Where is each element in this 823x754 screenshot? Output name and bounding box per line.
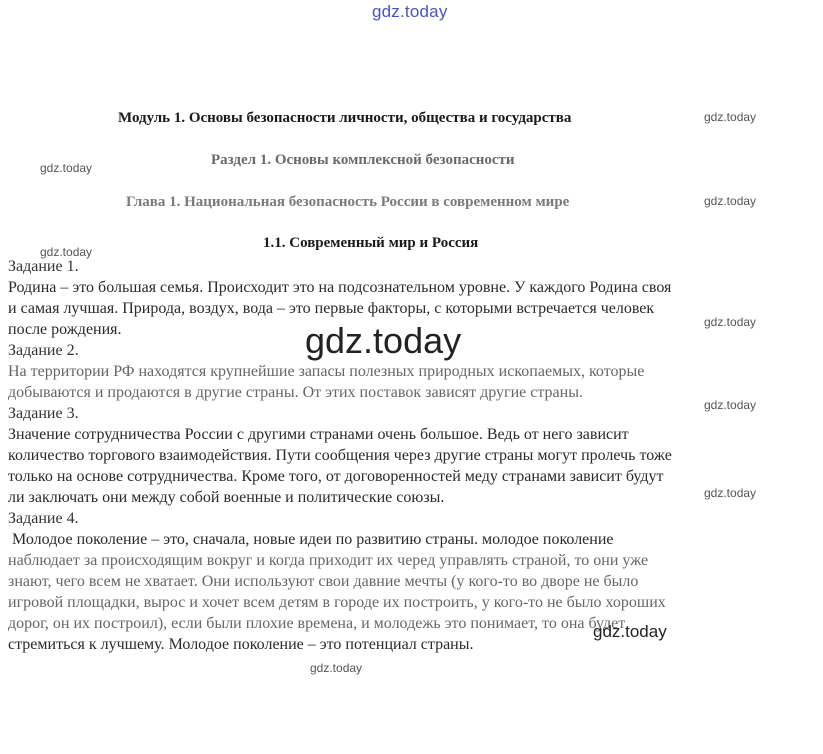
answer-line: Значение сотрудничества России с другими странами очень большое. Ведь от него зависит — [8, 426, 629, 443]
watermark-side: gdz.today — [704, 315, 757, 329]
watermark-side: gdz.today — [704, 486, 757, 500]
section-heading: Раздел 1. Основы комплексной безопасности — [211, 152, 515, 168]
task-label: Задание 2. — [8, 342, 79, 359]
watermark-top: gdz.today — [372, 2, 448, 21]
answer-line: игровой площадки, вырос и хочет всем детям в городе их построить, у кого-то не было хороших — [8, 594, 666, 611]
answer-line: количество торгового взаимодействия. Пути сообщения через другие страны могут пролечь тоже — [8, 447, 672, 464]
watermark-side: gdz.today — [40, 245, 93, 259]
watermark-side: gdz.today — [704, 398, 757, 412]
answer-line: Молодое поколение – это, сначала, новые идеи по развитию страны. молодое поколение — [8, 531, 614, 548]
watermark-mid: gdz.today — [593, 622, 667, 641]
watermark-side: gdz.today — [310, 661, 363, 675]
answer-line: ли заключать они между собой военные и политические союзы. — [8, 489, 445, 506]
watermark-side: gdz.today — [704, 194, 757, 208]
answer-line: наблюдает за происходящим вокруг и когда приходит их черед управлять страной, то они уже — [8, 552, 649, 569]
answer-line: стремиться к лучшему. Молодое поколение – это потенциал страны. — [8, 636, 474, 653]
answer-line: только на основе сотрудничества. Кроме того, от договоренностей меду странами зависит будут — [8, 468, 664, 485]
task-label: Задание 4. — [8, 510, 79, 527]
watermark-side: gdz.today — [704, 110, 757, 124]
answer-line: после рождения. — [8, 321, 122, 338]
answer-line: и самая лучшая. Природа, воздух, вода – это первые факторы, с которыми встречается человек — [8, 300, 655, 317]
answers-body — [8, 256, 808, 655]
watermark-center: gdz.today — [305, 320, 462, 361]
watermark-side: gdz.today — [40, 161, 93, 175]
chapter-heading: Глава 1. Национальная безопасность России в современном мире — [126, 194, 570, 210]
answer-line: Родина – это большая семья. Происходит это на подсознательном уровне. У каждого Родина своя — [8, 279, 672, 296]
answer-line: дорог, он их построил), если были плохие времена, и молодежь это понимает, то она будет — [8, 615, 626, 632]
answer-line: добываются и продаются в другие страны. От этих поставок зависят другие страны. — [8, 384, 583, 401]
task-label: Задание 1. — [8, 258, 79, 275]
task-label: Задание 3. — [8, 405, 79, 422]
answer-line: знают, чего всем не хватает. Они используют свои давние мечты (у кого-то во дворе не было — [8, 573, 639, 590]
topic-heading: 1.1. Современный мир и Россия — [263, 235, 479, 251]
answer-line: На территории РФ находятся крупнейшие запасы полезных природных ископаемых, которые — [8, 363, 645, 380]
module-heading: Модуль 1. Основы безопасности личности, общества и государства — [118, 110, 572, 126]
